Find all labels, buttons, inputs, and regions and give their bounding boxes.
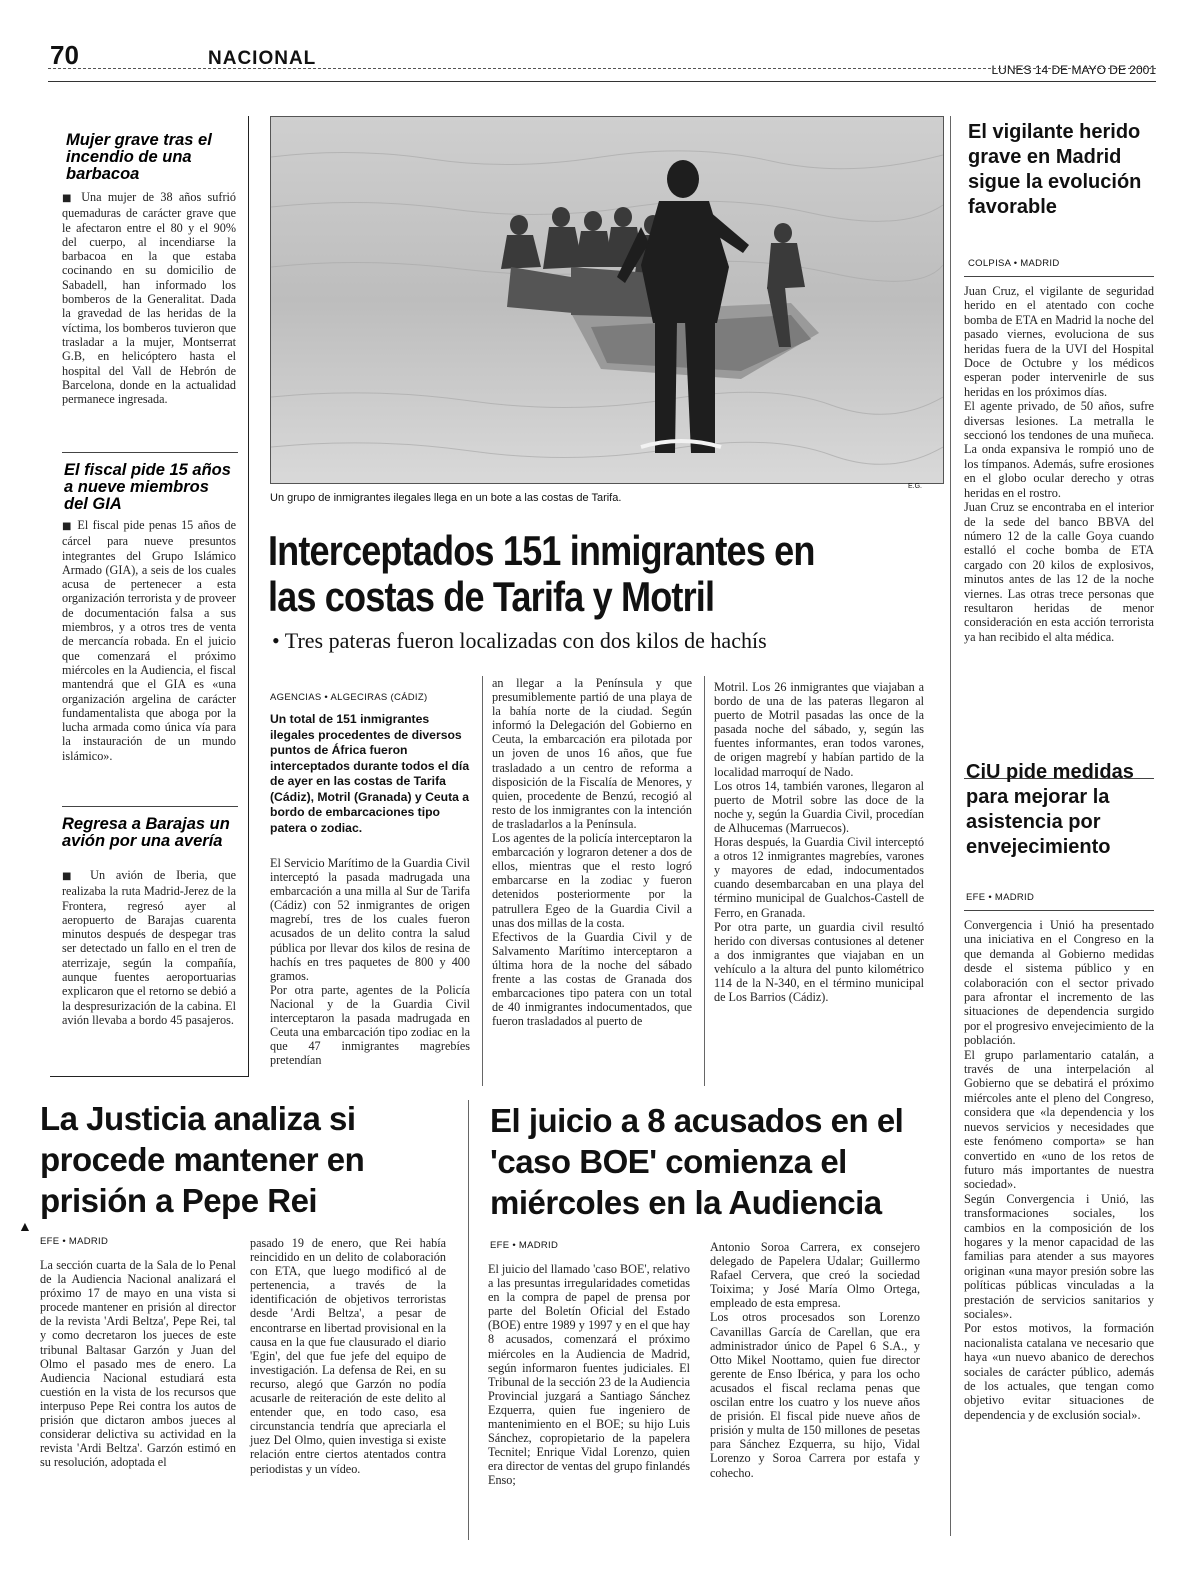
story3-col1: El juicio del llamado 'caso BOE', relativo a las presuntas irregularidades cometidas en la compra de papel de prensa por parte del Boletín Oficial del Estado (BOE) entre 1989 y 1997 y en el que hay 8 acusados, comenzará el próximo miércoles en la Audiencia de Madrid, según informaron fuentes judiciales. El Tribunal de la sección 23 de la Audiencia Provincial juzgará a Santiago Sánchez Ezquerra, quien fue ingeniero de mantenimiento en el BOE; su hijo Luis Sánchez, copropietario de la papelera Tecnitel; Enrique Vidal Lorenzo, quien era director de ventas del grupo finlandés Enso;	[488, 1262, 690, 1488]
main-col3: Motril. Los 26 inmigrantes que viajaban a bordo de una de las pateras llegaron al puerto de Motril pasadas las once de la pasada noche del sábado, y, según las fuentes informantes, eran todos varones, de origen magrebí y habían partido de la localidad marroquí de Nado. Los otros 14, también varones, llegaron al puerto de Motril sobre las doce de la noche y, según la Guardia Civil, procedían de Alhucemas (Marruecos). Horas después, la Guardia Civil interceptó a otros 12 inmigrantes magrebíes, varones y mayores de edad, indocumentados cuando desembarcaban en una playa del término municipal de Gualchos-Castell de Ferro, en Granada. Por otra parte, un guardia civil resultó herido con diversas contusiones al detener a dos inmigrantes que viajaban en un vehículo a la altura del punto kilométrico 114 de la N-340, en el término municipal de Los Barrios (Cádiz).	[714, 680, 924, 1005]
photo-credit: E.G.	[908, 483, 923, 490]
story3-byline: EFE • MADRID	[490, 1240, 559, 1251]
column-rule	[950, 116, 951, 1536]
bullet-square-icon: ■	[62, 521, 78, 532]
story2-headline: La Justicia analiza si procede mantener en prisión a Pepe Rei	[40, 1100, 365, 1219]
right1-byline: COLPISA • MADRID	[968, 258, 1060, 269]
column-rule	[468, 1100, 469, 1540]
photo-caption: Un grupo de inmigrantes ilegales llega en un bote a las costas de Tarifa.	[270, 492, 622, 504]
column-rule	[482, 676, 483, 1086]
corner-mark-icon: ▲	[18, 1220, 32, 1235]
brief-separator	[62, 452, 238, 453]
section-title: NACIONAL	[208, 48, 317, 69]
brief3-title: Regresa a Barajas un avión por una avería	[62, 815, 230, 850]
right1-headline: El vigilante herido grave en Madrid sigue la evolución favorable	[968, 121, 1142, 218]
brief1-body	[62, 190, 236, 406]
story3-col2: Antonio Soroa Carrera, ex consejero delegado de Papelera Udalar; Guillermo Rafael Cervera, que creó la sociedad Toixima; y José María Olmo Ortega, empleado de esta empresa. Los otros procesados son Lorenzo Cavanillas García de Carellan, que era administrador único de Papel 6 S.A., y Otto Mikel Noottamo, quien fue director gerente de Enso Ibérica, y para los ocho acusados el fiscal reclama penas que oscilan entre los cuatro y los nueve años de prisión. El fiscal pide nueve años de prisión y multa de 150 millones de pesetas para Sánchez Ezquerra, su hijo, Vidal Lorenzo y Soroa Carrera por estafa y cohecho.	[710, 1240, 920, 1480]
header-rule	[48, 81, 1156, 82]
right2-body: Convergencia i Unió ha presentado una iniciativa en el Congreso en la que demanda al Gobierno medidas desde el sistema público y en colaboración con el sector privado para afrontar el incremento de las situaciones de dependencia surgido por el progresivo envejecimiento de la población. El grupo parlamentario catalán, a través de una interpelación al Gobierno que se debatirá el próximo miércoles ante el pleno del Congreso, considera que «la dependencia y los nuevos servicios y necesidades que este fenómeno comporta» se han convertido en «uno de los retos de futuro más importantes de nuestra sociedad». Según Convergencia i Unió, las transformaciones sociales, los cambios en la composición de los hogares y la menor capacidad de las familias para atender a sus mayores originan «una mayor presión sobre las políticas públicas vinculadas a la prestación de servicios sanitarios y sociales». Por estos motivos, la formación nacionalista catalana ve necesario que haya «un nuevo abanico de derechos sociales de carácter público, además de los actuales, que tengan como objetivo evitar situaciones de dependencia y de exclusión social».	[964, 918, 1154, 1422]
right2-byline: EFE • MADRID	[966, 892, 1035, 903]
page-number: 70	[50, 40, 79, 70]
header-dashed-rule	[48, 68, 1156, 69]
right1-body: Juan Cruz, el vigilante de seguridad herido en el atentado con coche bomba de ETA en Madrid la noche del pasado viernes, evoluciona de sus heridas fuera de la UVI del Hospital Doce de Octubre y los médicos esperan poder intervenirle de sus heridas en los próximos días. El agente privado, de 50 años, sufre diversas lesiones. La metralla le seccionó los tendones de una muñeca. La onda expansiva le rompió uno de los tímpanos. Además, sufre erosiones en el globo ocular derecho y otras heridas en el rostro. Juan Cruz se encontraba en el interior de la sede del banco BBVA del número 12 de la calle Goya cuando estalló el coche bomba de ETA cargado con 20 kilos de explosivos, minutos antes de las 12 de la noche viernes. Las otras trece personas que resultaron heridas de menor consideración en esta acción terrorista ya han recibido el alta médica.	[964, 284, 1154, 644]
bullet-square-icon: ■	[62, 871, 91, 882]
immigrants-boat-photo	[271, 117, 943, 483]
brief3-text: Un avión de Iberia, que realizaba la ruta Madrid-Jerez de la Frontera, regresó ayer al aeropuerto de Barajas cuarenta minutos después de despegar tras ser detectado un fallo en el tren de aterrizaje, según la compañía, aunque fuentes aeroportuarias explicaron que el retorno se debió a la despresurización de la cabina. El avión llevaba a bordo 45 pasajeros.	[62, 868, 236, 1027]
byline-rule	[964, 910, 1154, 911]
story3-headline: El juicio a 8 acusados en el 'caso BOE' comienza el miércoles en la Audiencia	[490, 1102, 904, 1221]
main-col1: El Servicio Marítimo de la Guardia Civil interceptó la pasada madrugada una embarcación a una milla al Sur de Tarifa (Cádiz) con 52 inmigrantes de origen magrebí, tres de los cuales fueron acusados de un delito contra la salud pública por llevar dos kilos de resina de hachís en tres paquetes de 800 y 400 gramos. Por otra parte, agentes de la Policía Nacional y de la Guardia Civil interceptaron la pasada madrugada en Ceuta una embarcación tipo zodiac en la que 47 inmigrantes magrebíes pretendían	[270, 856, 470, 1068]
brief3-body	[62, 868, 236, 1027]
column-rule	[704, 676, 705, 1086]
main-lede: Un total de 151 inmigrantes ilegales procedentes de diversos puntos de África fueron interceptados durante todos el día de ayer en las costas de Tarifa (Cádiz), Motril (Granada) y Ceuta a bordo de embarcaciones tipo patera o zodiac.	[270, 712, 470, 835]
byline-rule	[964, 276, 1154, 277]
story2-col2: pasado 19 de enero, que Rei había reincidido en un delito de colaboración con ETA, que luego modificó al de pertenencia, a través de la identificación de objetivos terroristas desde 'Ardi Beltza', a pesar de encontrarse en libertad provisional en la causa en la que fue clausurado el diario 'Egin', del que fue jefe del equipo de investigación. La defensa de Rei, en su recurso, alegó que Garzón no podía acusarle de reiteración de este delito al entender que, en todo caso, esa circunstancia tendría que apreciarla el juez Del Olmo, quien investiga si existe relación entre ciertos atentados contra periodistas y un vídeo.	[250, 1236, 446, 1476]
issue-date: LUNES 14 DE MAYO DE 2001	[991, 63, 1156, 77]
main-col2: an llegar a la Península y que presumiblemente partió de una playa de la bahía norte de la ciudad. Según informó la Delegación del Gobierno en Ceuta, la embarcación era pilotada por un joven de unos 16 años, que fue trasladado a un centro de reforma a disposición de la Fiscalía de Menores, y quien, procedente de Benzú, recogió al resto de los inmigrantes con la intención de trasladarlos a la Península. Los agentes de la policía interceptaron la embarcación y lograron detener a dos de ellos, mientras que el resto logró embarcarse en la zodiac y fueron detenidos posteriormente por la patrullera Egeo de la Guardia Civil a unas dos millas de la costa. Efectivos de la Guardia Civil y de Salvamento Marítimo interceptaron a última hora de la noche del sábado frente a las costas de Granada dos embarcaciones tipo patera con un total de 40 inmigrantes indocumentados, que fueron trasladados al puerto de	[492, 676, 692, 1029]
brief2-title: El fiscal pide 15 años a nueve miembros del GIA	[64, 461, 231, 513]
brief2-text: El fiscal pide penas 15 años de cárcel para nueve presuntos integrantes del Grupo Islámico Armado (GIA), a seis de los cuales acusa de pertenecer a esta organización terrorista y de proveer de documentación falsa a sus miembros, y a otros tres de venta de mercancía robada. En el juicio que comenzará el próximo miércoles en la Audiencia, el fiscal mantendrá que el GIA es «una organización argelina de carácter fundamentalista que aboga por la lucha armada como única vía para la instauración de un mundo islámico».	[62, 518, 236, 763]
story2-col1: La sección cuarta de la Sala de lo Penal de la Audiencia Nacional analizará el próximo 17 de mayo en una vista si procede mantener en prisión al director de la revista 'Ardi Beltza', Pepe Rei, tal y como decretaron los jueces de este tribunal Baltasar Garzón y Juan del Olmo el pasado mes de enero. La Audiencia Nacional estudiará esta cuestión en la vista de los recursos que interpuso Pepe Rei contra los autos de prisión que dictaron ambos jueces al considerar delictiva su actividad en la revista 'Ardi Beltza'. Garzón estimó en su resolución, adoptada el	[40, 1258, 236, 1470]
brief2-body	[62, 518, 236, 763]
story2-byline: EFE • MADRID	[40, 1236, 109, 1247]
main-subhead: • Tres pateras fueron localizadas con dos kilos de hachís	[272, 628, 767, 653]
brief1-title: Mujer grave tras el incendio de una barbacoa	[66, 131, 212, 183]
main-byline: AGENCIAS • ALGECIRAS (CÁDIZ)	[270, 692, 428, 703]
right2-headline: CiU pide medidas para mejorar la asistencia por envejecimiento	[966, 761, 1134, 858]
brief1-text: Una mujer de 38 años sufrió quemaduras de carácter grave que le afectaron entre el 80 y el 90% del cuerpo, al incendiarse la barbacoa en la que estaba cocinando en su domicilio de Sabadell, han informado los bomberos de la Generalitat. Dada la gravedad de las heridas de la víctima, los bomberos tuvieron que trasladar a la mujer, Montserrat G.B, en helicóptero hasta el hospital del Vall de Hebrón de Barcelona, donde en la actualidad permanece ingresada.	[62, 190, 236, 407]
news-photo	[270, 116, 944, 484]
bullet-square-icon: ■	[62, 193, 82, 204]
main-headline: Interceptados 151 inmigrantes en las costas de Tarifa y Motril	[268, 527, 815, 620]
brief-separator	[62, 806, 238, 807]
